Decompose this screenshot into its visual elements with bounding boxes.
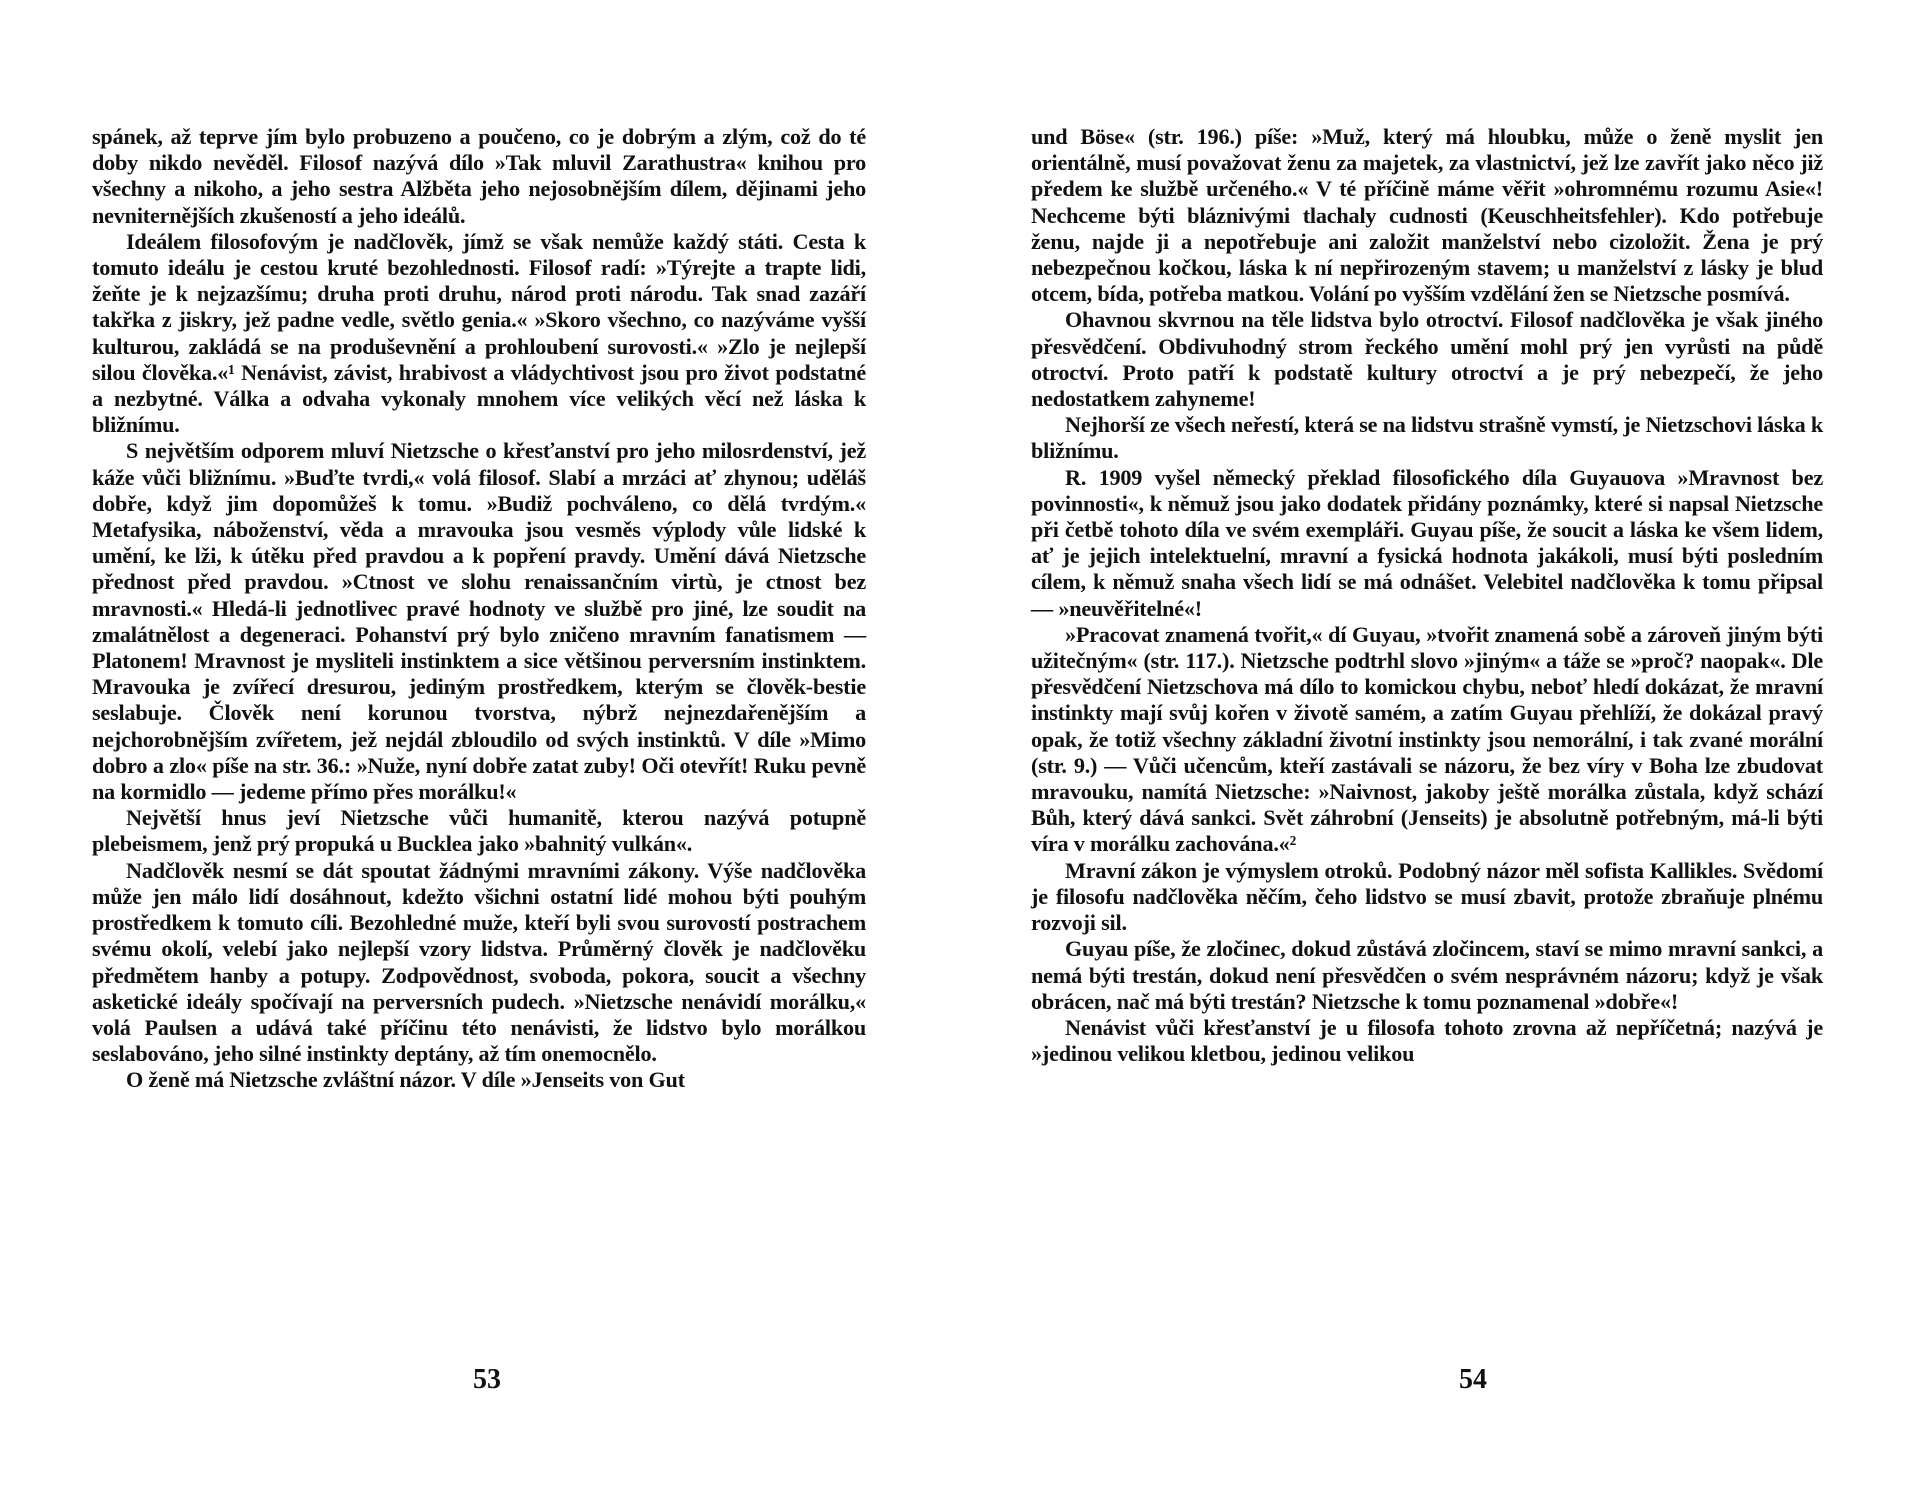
paragraph: Ideálem filosofovým je nadčlověk, jímž se však nemůže každý státi. Cesta k tomuto ideálu je cestou kruté bezohlednosti. Filosof radí: »Týrejte a trapte lidi, žeňte je k nejzazšímu; druha proti druhu, národ proti národu. Tak snad zazáří takřka z jiskry, jež padne vedle, světlo genia.« »Skoro všechno, co nazýváme vyšší kulturou, zakládá se na produševnění a prohloubení surovosti.« »Zlo je nejlepší silou člověka.«¹ Nenávist, závist, hrabivost a vládychtivost jsou pro život podstatné a nezbytné. Válka a odvaha vykonaly mnohem více velikých věcí než láska k bližnímu.	[92, 228, 866, 438]
paragraph: und Böse« (str. 196.) píše: »Muž, který má hloubku, může o ženě myslit jen orientálně, musí považovat ženu za majetek, za vlastnictví, jež lze zavřít jako něco již předem ke službě určeného.« V té příčině máme věřit »ohromnému rozumu Asie«! Nechceme býti bláznivými tlachaly cudnosti (Keuschheitsfehler). Kdo potřebuje ženu, najde ji a nepotřebuje ani založit manželství nebo cizoložit. Žena je prý nebezpečnou kočkou, láska k ní nepřirozeným stavem; u manželství z lásky je blud otcem, bída, potřeba matkou. Volání po vyšším vzdělání žen se Nietzsche posmívá.	[1031, 124, 1823, 307]
page-number: 53	[473, 1364, 501, 1395]
paragraph: O ženě má Nietzsche zvláštní názor. V díle »Jenseits von Gut	[126, 1067, 685, 1093]
paragraph: Nadčlověk nesmí se dát spoutat žádnými mravními zákony. Výše nadčlověka může jen málo lidí dosáhnout, kdežto všichni ostatní lidé mohou býti pouhým prostředkem k tomuto cíli. Bezohledné muže, kteří byli svou surovostí postrachem svému okolí, velebí jako nejlepší vzory lidstva. Průměrný člověk je nadčlověku předmětem hanby a potupy. Zodpovědnost, svoboda, pokora, soucit a všechny asketické ideály spočívají na perversních pudech. »Nietzsche nenávidí morálku,« volá Paulsen a udává také příčinu této nenávisti, že lidstvo bylo morálkou seslabováno, jeho silné instinkty deptány, až tím onemocnělo.	[92, 857, 866, 1067]
right-page	[961, 0, 1922, 1500]
right-page-text	[1031, 124, 1823, 1067]
paragraph: Mravní zákon je výmyslem otroků. Podobný názor měl sofista Kallikles. Svědomí je filosofu nadčlověka něčím, čeho lidstvo se musí zbavit, protože zbraňuje plnému rozvoji sil.	[1031, 857, 1823, 936]
paragraph: Guyau píše, že zločinec, dokud zůstává zločincem, staví se mimo mravní sankci, a nemá býti trestán, dokud není přesvědčen o svém nesprávném názoru; když je však obrácen, nač má býti trestán? Nietzsche k tomu poznamenal »dobře«!	[1031, 936, 1823, 1014]
page-number: 54	[1459, 1364, 1487, 1395]
left-page-text	[92, 124, 866, 1094]
paragraph: R. 1909 vyšel německý překlad filosofického díla Guyauova »Mravnost bez povinnosti«, k němuž jsou jako dodatek přidány poznámky, které si napsal Nietzsche při četbě tohoto díla ve svém exempláři. Guyau píše, že soucit a láska ke všem lidem, ať je jejich intelektuelní, mravní a fysická hodnota jakákoli, musí býti posledním cílem, k němuž snaha všech lidí se má odnášet. Velebitel nadčlověka k tomu připsal — »neuvěřitelné«!	[1031, 464, 1823, 621]
paragraph: Největší hnus jeví Nietzsche vůči humanitě, kterou nazývá potupně plebeismem, jenž prý propuká u Bucklea jako »bahnitý vulkán«.	[92, 805, 866, 857]
paragraph: Nejhorší ze všech neřestí, která se na lidstvu strašně vymstí, je Nietzschovi láska k bližnímu.	[1031, 412, 1823, 464]
paragraph: spánek, až teprve jím bylo probuzeno a poučeno, co je dobrým a zlým, což do té doby nikdo nevěděl. Filosof nazývá dílo »Tak mluvil Zarathustra« knihou pro všechny a nikoho, a jeho sestra Alžběta jeho nejosobnějším dílem, dějinami jeho nevniternějších zkušeností a jeho ideálů.	[92, 124, 866, 228]
paragraph: Nenávist vůči křesťanství je u filosofa tohoto zrovna až nepříčetná; nazývá je »jedinou velikou kletbou, jedinou velikou	[1031, 1014, 1823, 1067]
paragraph: S největším odporem mluví Nietzsche o křesťanství pro jeho milosrdenství, jež káže vůči bližnímu. »Buďte tvrdi,« volá filosof. Slabí a mrzáci ať zhynou; uděláš dobře, když jim dopomůžeš k tomu. »Budiž pochváleno, co dělá tvrdým.« Metafysika, náboženství, věda a mravouka jsou vesměs výplody vůle lidské k umění, ke lži, k útěku před pravdou a k popření pravdy. Umění dává Nietzsche přednost před pravdou. »Ctnost ve slohu renaissančním virtù, je ctnost bez mravnosti.« Hledá-li jednotlivec pravé hodnoty ve službě pro jiné, lze soudit na zmalátnělost a degeneraci. Pohanství prý bylo zničeno mravním fanatismem — Platonem! Mravnost je mysliteli instinktem a sice většinou perversním instinktem. Mravouka je zvířecí dresurou, jediným prostředkem, kterým se člověk-bestie seslabuje. Člověk není korunou tvorstva, nýbrž nejnezdařenějším a nejchorobnějším zvířetem, jež nejdál zbloudilo od svých instinktů. V díle »Mimo dobro a zlo« píše na str. 36.: »Nuže, nyní dobře zatat zuby! Oči otevřít! Ruku pevně na kormidlo — jedeme přímo přes morálku!«	[92, 438, 866, 805]
paragraph: Ohavnou skvrnou na těle lidstva bylo otroctví. Filosof nadčlověka je však jiného přesvědčení. Obdivuhodný strom řeckého umění mohl prý jen vyrůsti na půdě otroctví. Proto patří k podstatě kultury otroctví a je prý nebezpečí, že jeho nedostatkem zahyneme!	[1031, 307, 1823, 412]
paragraph: »Pracovat znamená tvořit,« dí Guyau, »tvořit znamená sobě a zároveň jiným býti užitečným« (str. 117.). Nietzsche podtrhl slovo »jiným« a táže se »proč? naopak«. Dle přesvědčení Nietzschova má dílo to komickou chybu, neboť hledí dokázat, že mravní instinkty mají svůj kořen v životě samém, a zatím Guyau přehlíží, že dokázal pravý opak, že totiž všechny základní životní instinkty jsou nemorální, i tak zvané morální (str. 9.) — Vůči učencům, kteří zastávali se názoru, že bez víry v Boha lze zbudovat mravouku, namítá Nietzsche: »Naivnost, jakoby ještě morálka zůstala, když schází Bůh, který dává sankci. Svět záhrobní (Jenseits) je absolutně potřebným, má-li býti víra v morálku zachována.«²	[1031, 621, 1823, 857]
